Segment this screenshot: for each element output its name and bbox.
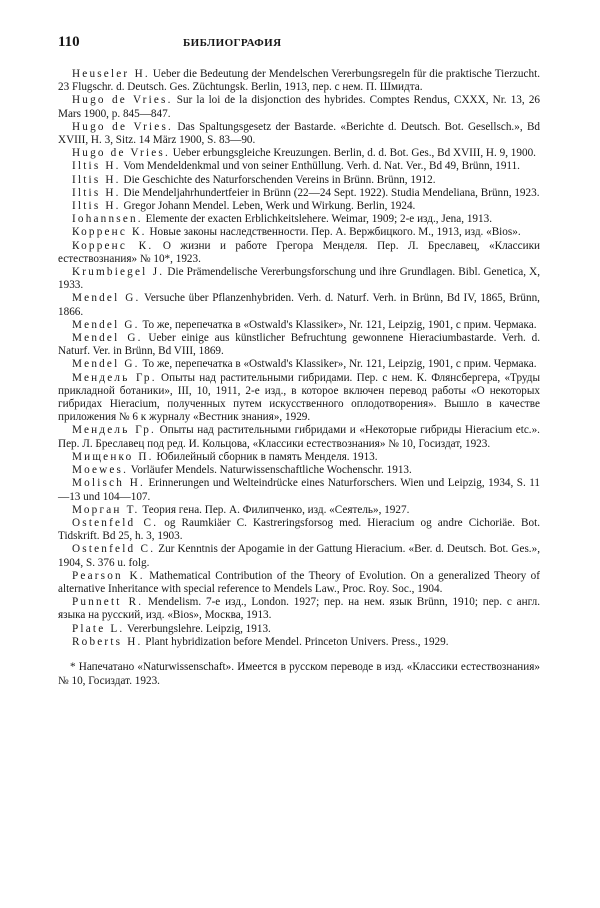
running-head: БИБЛИОГРАФИЯ <box>183 37 282 49</box>
entry-text: Die Mendeljahrhundertfeier in Brünn (22—24 Sept. 1922). Studia Mendeliana, Brünn, 1923. <box>120 186 540 199</box>
entry-text: О жизни и работе Грегора Менделя. Пер. Л. Бреславец, «Классики естествознания» № 10*, 1923. <box>58 239 540 265</box>
entry-author: Мендель Гр. <box>72 371 157 384</box>
bibliography-entry <box>58 213 540 226</box>
bibliography-entry <box>58 464 540 477</box>
bibliography-entry <box>58 68 540 94</box>
entry-text: Vom Mendeldenkmal und von seiner Enthüllung. Verh. d. Nat. Ver., Bd 49, Brünn, 1911. <box>120 160 520 173</box>
bibliography-entry <box>58 187 540 200</box>
bibliography-entry <box>58 517 540 543</box>
page-number: 110 <box>58 34 80 50</box>
entry-author: Мендель Гр. <box>72 424 157 437</box>
bibliography-entry <box>58 266 540 292</box>
bibliography-entry <box>58 504 540 517</box>
bibliography-entry <box>58 160 540 173</box>
entry-text: Vererbungslehre. Leipzig, 1913. <box>124 622 271 635</box>
entry-text: Zur Kenntnis der Apogamie in der Gattung Hieracium. «Ber. d. Deutsch. Bot. Ges.», 1904, S. 376 u. folg. <box>58 543 540 569</box>
entry-author: Moewes. <box>72 464 129 477</box>
bibliography-entry <box>58 332 540 358</box>
entry-text: og Raumkiäer C. Kastreringsforsog med. Hieracium og andre Cichoriäe. Bot. Tidskrift. Bd 25, h. 3, 1903. <box>58 516 540 543</box>
entry-author: Molisch H. <box>72 477 146 490</box>
bibliography-entry <box>58 147 540 160</box>
bibliography-entry <box>58 358 540 371</box>
entry-text: Опыты над растительными гибридами. Пер. с нем. К. Флянсбергера, «Труды прикладной ботаники», III, 10, 1911, 2-е изд., в которое включен перевод работы «О некоторых гибридах Hieracium, полученных путем искусственного оплодотворения». Вышло в качестве приложения № 6 к журналу «Вестник знания», 1929. <box>58 371 541 424</box>
bibliography-entry <box>58 543 540 569</box>
entry-text: Опыты над растительными гибридами и «Некоторые гибриды Hieracium etc.». Пер. Л. Бреславец под ред. И. Кольцова, «Классики естествознания» № 10, Госиздат, 1923. <box>58 424 540 450</box>
entry-author: Heuseler H. <box>72 68 150 80</box>
entry-text: Vorläufer Mendels. Naturwissenschaftliche Wochenschr. 1913. <box>128 464 412 477</box>
entry-author: Hugo de Vries. <box>72 147 170 160</box>
bibliography-entry <box>58 424 540 450</box>
bibliography-entry <box>58 570 540 596</box>
entry-text: Ueber einige aus künstlicher Befruchtung gewonnene Hieraciumbastarde. Verh. d. Naturf. Ver. in Brünn, Bd VIII, 1869. <box>58 332 541 358</box>
entry-author: Iltis H. <box>72 186 121 199</box>
entry-text: Теория гена. Пер. А. Филипченко, изд. «Сеятель», 1927. <box>139 503 410 516</box>
bibliography-entry <box>58 477 540 503</box>
bibliography-entry <box>58 319 540 332</box>
entry-text: Das Spaltungsgesetz der Bastarde. «Berichte d. Deutsch. Bot. Gesellsch.», Bd XVIII, H. 3, Sitz. 14 März 1900, S. 83—90. <box>58 120 540 147</box>
entry-author: Mendel G. <box>72 292 141 305</box>
bibliography-entry <box>58 226 540 239</box>
bibliography-entry <box>58 174 540 187</box>
entry-author: Ostenfeld C. <box>72 516 159 529</box>
bibliography-entry <box>58 596 540 622</box>
entry-text: Юбилейный сборник в память Менделя. 1913. <box>153 450 378 463</box>
bibliography-entry <box>58 200 540 213</box>
entry-author: Mendel G. <box>72 318 140 331</box>
bibliography-entry <box>58 372 540 425</box>
bibliography-entry <box>58 451 540 464</box>
entry-text: Sur la loi de la disjonction des hybrides. Comptes Rendus, CXXX, Nr. 13, 26 Mars 1900, p. 845—847. <box>58 94 541 120</box>
entry-text: Mendelism. 7-е изд., London. 1927; пер. на нем. язык Brünn, 1910; пер. с англ. языка на русский, изд. «Bios», Москва, 1913. <box>58 596 540 622</box>
entry-text: Versuche über Pflanzenhybriden. Verh. d. Naturf. Verh. in Brünn, Bd IV, 1865, Brünn, 1866. <box>58 292 540 318</box>
entry-author: Punnett R. <box>72 596 144 609</box>
entry-author: Mendel G. <box>72 358 140 371</box>
entry-text: Новые законы наследственности. Пер. А. Вержбицкого. М., 1913, изд. «Bios». <box>146 226 521 239</box>
entry-text: Ueber erbungsgleiche Kreuzungen. Berlin, d. d. Bot. Ges., Bd XVIII, H. 9, 1900. <box>169 147 536 160</box>
entry-author: Iltis H. <box>72 160 121 173</box>
entry-author: Mendel G. <box>72 332 143 345</box>
entry-text: Erinnerungen und Welteindrücke eines Naturforschers. Wien und Leipzig, 1934, S. 11—13 und 104—107. <box>58 477 541 503</box>
entry-author: Ostenfeld C. <box>72 543 156 556</box>
bibliography-entry <box>58 292 540 318</box>
bibliography-entry <box>58 623 540 636</box>
bibliography-list <box>58 68 540 649</box>
entry-author: Iohannsen. <box>72 213 143 226</box>
entry-author: Hugo de Vries. <box>72 94 173 107</box>
entry-text: Die Geschichte des Naturforschenden Vereins in Brünn. Brünn, 1912. <box>120 173 436 186</box>
entry-text: Die Prämendelische Vererbungsforschung und ihre Grundlagen. Bibl. Genetica, X, 1933. <box>58 266 540 292</box>
entry-text: Mathematical Contribution of the Theory of Evolution. On a generalized Theory of alternative Inheritance with special reference to Mendels Law., Proc. Roy. Soc., 1904. <box>58 569 540 595</box>
entry-author: Морган Т. <box>72 503 140 516</box>
entry-text: Plant hybridization before Mendel. Princeton Univers. Press., 1929. <box>142 635 449 648</box>
footnote: * Напечатано «Naturwissenschaft». Имеется в русском переводе в изд. «Классики естествознания» № 10, Госиздат. 1923. <box>58 660 540 687</box>
entry-author: Корренс К. <box>72 239 154 252</box>
entry-author: Krumbiegel J. <box>72 266 165 279</box>
entry-author: Roberts H. <box>72 635 143 648</box>
entry-author: Iltis H. <box>72 200 121 213</box>
bibliography-entry <box>58 94 540 120</box>
entry-author: Мищенко П. <box>72 450 154 463</box>
entry-author: Plate L. <box>72 622 125 635</box>
entry-text: Elemente der exacten Erblichkeitslehere. Weimar, 1909; 2-е изд., Jena, 1913. <box>142 213 492 226</box>
entry-text: Ueber die Bedeutung der Mendelschen Vererbungsregeln für die praktische Tierzucht. 23 Flugschr. d. Deutsch. Ges. Züchtungsk. Berlin, 1913, пер. с нем. П. Шмидта. <box>58 68 540 94</box>
entry-author: Pearson K. <box>72 569 145 582</box>
entry-author: Hugo de Vries. <box>72 120 174 133</box>
bibliography-entry <box>58 121 540 147</box>
entry-author: Корренс К. <box>72 226 147 239</box>
bibliography-entry <box>58 636 540 649</box>
entry-text: То же, перепечатка в «Ostwald's Klassiker», Nr. 121, Leipzig, 1901, с прим. Чермака. <box>139 318 537 331</box>
entry-text: То же, перепечатка в «Ostwald's Klassiker», Nr. 121, Leipzig, 1901, с прим. Чермака. <box>139 358 537 371</box>
bibliography-entry <box>58 240 540 266</box>
entry-text: Gregor Johann Mendel. Leben, Werk und Wirkung. Berlin, 1924. <box>120 200 416 213</box>
entry-author: Iltis H. <box>72 173 121 186</box>
page-header <box>58 34 540 60</box>
